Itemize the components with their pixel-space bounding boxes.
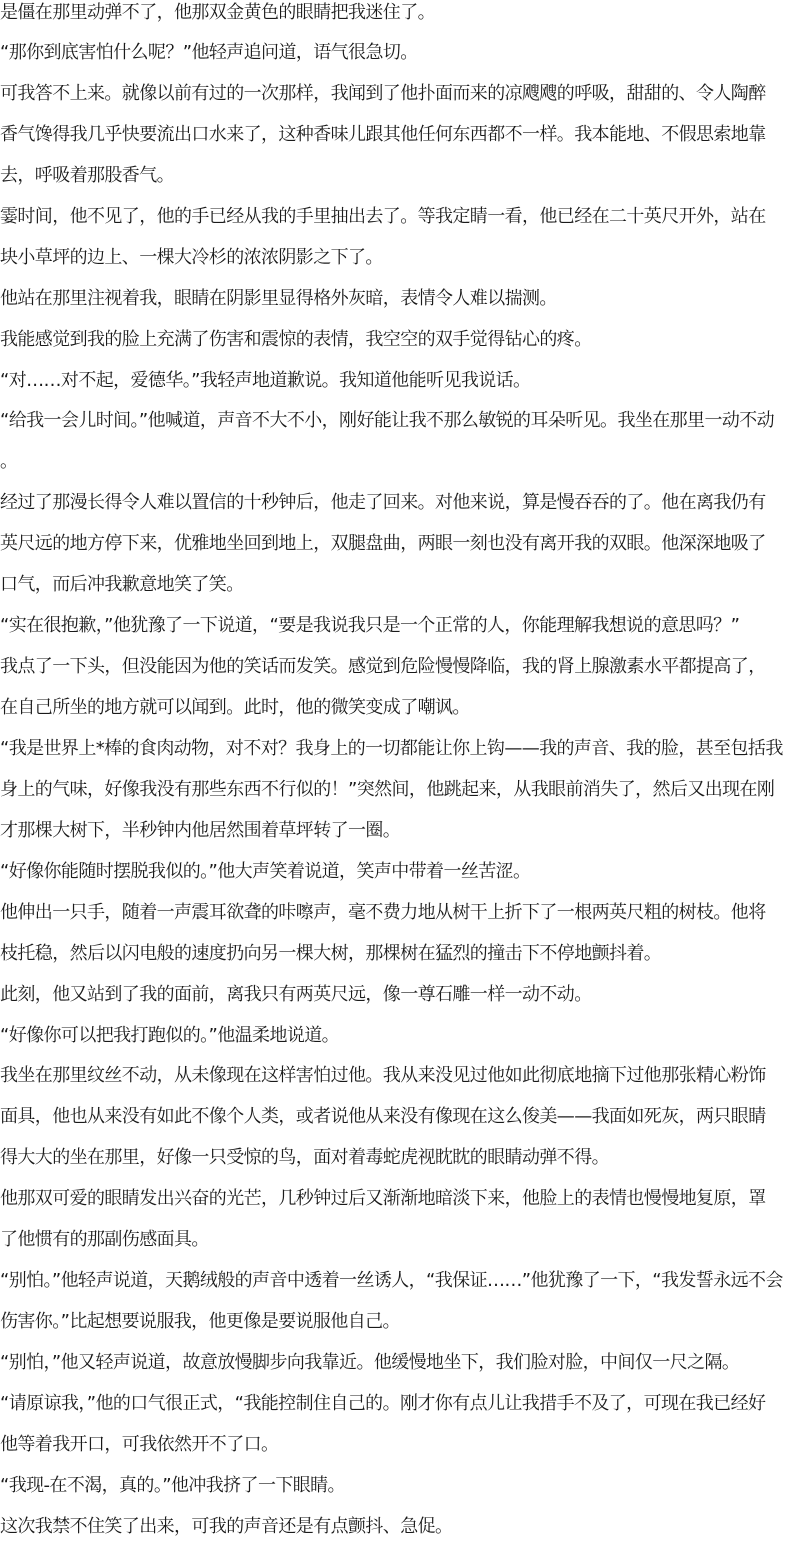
text-line: 可我答不上来。就像以前有过的一次那样，我闻到了他扑面而来的凉飕飕的呼吸，甜甜的、令人陶醉 (0, 83, 766, 104)
text-line: 伤害你。”比起想要说服我，他更像是要说服他自己。 (0, 1311, 400, 1332)
text-line: “那你到底害怕什么呢？”他轻声追问道，语气很急切。 (0, 42, 418, 63)
text-line: “好像你能随时摆脱我似的。”他大声笑着说道，笑声中带着一丝苦涩。 (0, 861, 531, 882)
text-line: “好像你可以把我打跑似的。”他温柔地说道。 (0, 1025, 340, 1046)
text-line: “请原谅我，”他的口气很正式，“我能控制住自己的。刚才你有点儿让我措手不及了，可现在我已经好 (0, 1393, 766, 1414)
text-line: “我是世界上*棒的食肉动物，对不对？我身上的一切都能让你上钩——我的声音、我的脸，甚至包括我 (0, 738, 783, 759)
text-line: 口气，而后冲我歉意地笑了笑。 (0, 574, 244, 595)
text-line: 香气馋得我几乎快要流出口水来了，这种香味儿跟其他任何东西都不一样。我本能地、不假思索地靠 (0, 124, 766, 145)
text-line: “别怕，”他又轻声说道，故意放慢脚步向我靠近。他缓慢地坐下，我们脸对脸，中间仅一尺之隔。 (0, 1352, 740, 1373)
text-line: 他伸出一只手，随着一声震耳欲聋的咔嚓声，毫不费力地从树干上折下了一根两英尺粗的树枝。他将 (0, 902, 766, 923)
text-line: 块小草坪的边上、一棵大冷杉的浓浓阴影之下了。 (0, 247, 383, 268)
text-line: “给我一会儿时间。”他喊道，声音不大不小，刚好能让我不那么敏锐的耳朵听见。我坐在那里一动不动 (0, 410, 775, 431)
text-line: “实在很抱歉，”他犹豫了一下说道，“要是我说我只是一个正常的人，你能理解我想说的意思吗？” (0, 615, 740, 636)
text-line: 他那双可爱的眼睛发出兴奋的光芒，几秒钟过后又渐渐地暗淡下来，他脸上的表情也慢慢地复原，罩 (0, 1188, 766, 1209)
text-line: 才那棵大树下，半秒钟内他居然围着草坪转了一圈。 (0, 820, 401, 841)
text-line: 去，呼吸着那股香气。 (0, 165, 174, 186)
text-line: 身上的气味，好像我没有那些东西不行似的！”突然间，他跳起来，从我眼前消失了，然后又出现在刚 (0, 779, 775, 800)
text-line: 在自己所坐的地方就可以闻到。此时，他的微笑变成了嘲讽。 (0, 697, 470, 718)
text-line: 此刻，他又站到了我的面前，离我只有两英尺远，像一尊石雕一样一动不动。 (0, 984, 592, 1005)
text-line: “别怕。”他轻声说道，天鹅绒般的声音中透着一丝诱人，“我保证……”他犹豫了一下，“我发誓永远不会 (0, 1270, 783, 1291)
text-line: 。 (0, 451, 18, 472)
text-line: “对……对不起，爱德华。”我轻声地道歉说。我知道他能听见我说话。 (0, 370, 531, 391)
text-line: 他等着我开口，可我依然开不了口。 (0, 1434, 279, 1455)
text-line: 是僵在那里动弹不了，他那双金黄色的眼睛把我迷住了。 (0, 2, 435, 23)
text-line: 霎时间，他不见了，他的手已经从我的手里抽出去了。等我定睛一看，他已经在二十英尺开外，站在 (0, 206, 766, 227)
text-line: 面具，他也从来没有如此不像个人类，或者说他从来没有像现在这么俊美——我面如死灰，两只眼睛 (0, 1106, 766, 1127)
text-line: 了他惯有的那副伤感面具。 (0, 1229, 209, 1250)
text-line: 我点了一下头，但没能因为他的笑话而发笑。感觉到危险慢慢降临，我的肾上腺激素水平都提高了， (0, 656, 766, 677)
text-line: 我能感觉到我的脸上充满了伤害和震惊的表情，我空空的双手觉得钻心的疼。 (0, 329, 592, 350)
text-line: 这次我禁不住笑了出来，可我的声音还是有点颤抖、急促。 (0, 1516, 453, 1537)
text-line: 他站在那里注视着我，眼睛在阴影里显得格外灰暗，表情令人难以揣测。 (0, 288, 557, 309)
text-line: 枝托稳，然后以闪电般的速度扔向另一棵大树，那棵树在猛烈的撞击下不停地颤抖着。 (0, 943, 662, 964)
text-line: 我坐在那里纹丝不动，从未像现在这样害怕过他。我从来没见过他如此彻底地摘下过他那张精心粉饰 (0, 1065, 766, 1086)
text-line: 经过了那漫长得令人难以置信的十秒钟后，他走了回来。对他来说，算是慢吞吞的了。他在离我仍有 (0, 492, 766, 513)
text-line: 英尺远的地方停下来，优雅地坐回到地上，双腿盘曲，两眼一刻也没有离开我的双眼。他深深地吸了 (0, 533, 766, 554)
text-line: 得大大的坐在那里，好像一只受惊的鸟，面对着毒蛇虎视眈眈的眼睛动弹不得。 (0, 1147, 609, 1168)
text-line: “我现-在不渴，真的。”他冲我挤了一下眼睛。 (0, 1475, 345, 1496)
